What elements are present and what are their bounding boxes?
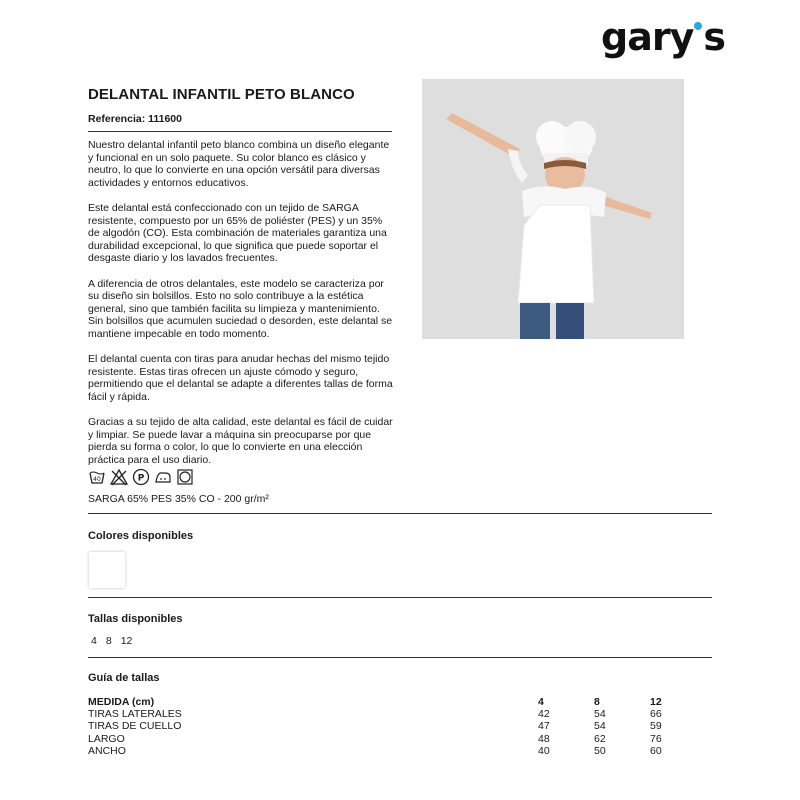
- brand-logo-suffix: s: [703, 15, 725, 59]
- composition-text: SARGA 65% PES 35% CO - 200 gr/m²: [88, 493, 269, 505]
- colors-heading: Colores disponibles: [88, 530, 194, 542]
- product-reference: Referencia: 111600: [88, 113, 182, 125]
- table-cell: 47: [538, 720, 550, 733]
- wash-40-icon: [88, 468, 106, 486]
- table-row: [88, 745, 708, 757]
- divider: [88, 131, 392, 132]
- color-swatch-blanco[interactable]: [89, 552, 125, 588]
- brand-logo-dot: [694, 22, 702, 30]
- tumble-dry-icon: [176, 468, 194, 486]
- product-description: [88, 139, 393, 479]
- care-symbols: [88, 468, 194, 486]
- divider: [88, 657, 712, 658]
- table-cell: 54: [594, 720, 606, 733]
- table-cell: 62: [594, 732, 606, 745]
- size-list: [91, 635, 132, 647]
- row-label: LARGO: [88, 732, 125, 745]
- table-cell: 48: [538, 732, 550, 745]
- table-header-row: [88, 696, 708, 708]
- description-paragraph: Gracias a su tejido de alta calidad, este delantal es fácil de cuidar y limpiar. Se puede lavar a máquina sin preocuparse por que pierda su forma o color, lo que lo convierte en una elección práctica para el uso diario.: [88, 416, 393, 466]
- dry-clean-p-icon: [132, 468, 150, 486]
- iron-medium-icon: [154, 468, 172, 486]
- size-option[interactable]: 8: [105, 635, 112, 647]
- header-cell: 12: [650, 696, 662, 708]
- dry-clean-letter: P: [137, 473, 145, 484]
- table-cell: 60: [650, 744, 662, 757]
- child-chef-illustration: [422, 79, 684, 339]
- table-cell: 59: [650, 720, 662, 733]
- table-row: [88, 733, 708, 745]
- wash-temp: 40: [93, 476, 101, 483]
- description-paragraph: A diferencia de otros delantales, este modelo se caracteriza por su diseño sin bolsillos. Esto no solo contribuye a la estética general, sino que también facilita su limpieza y mantenimiento. Sin bolsillos que acumulen suciedad o desorden, este delantal se mantiene impecable en todo momento.: [88, 277, 393, 340]
- sizes-heading: Tallas disponibles: [88, 613, 183, 625]
- header-cell: 4: [538, 696, 544, 708]
- description-paragraph: Nuestro delantal infantil peto blanco combina un diseño elegante y funcional en un solo paquete. Su color blanco es clásico y neutro, lo que lo convierte en una opción versátil para diversas actividades y entornos educativos.: [88, 139, 390, 189]
- table-cell: 42: [538, 708, 550, 721]
- header-cell: MEDIDA (cm): [88, 696, 155, 708]
- table-cell: 54: [594, 708, 606, 721]
- table-row: [88, 720, 708, 732]
- divider: [88, 597, 712, 598]
- row-label: TIRAS LATERALES: [88, 708, 182, 721]
- size-option[interactable]: 12: [120, 635, 133, 647]
- table-cell: 50: [594, 744, 606, 757]
- table-row: [88, 708, 708, 720]
- size-guide-heading: Guía de tallas: [88, 672, 160, 684]
- product-title: DELANTAL INFANTIL PETO BLANCO: [88, 86, 355, 103]
- table-cell: 40: [538, 744, 550, 757]
- size-guide-table: [88, 696, 708, 757]
- row-label: TIRAS DE CUELLO: [88, 720, 182, 733]
- table-cell: 76: [650, 732, 662, 745]
- product-image: [422, 79, 684, 339]
- size-option[interactable]: 4: [91, 635, 97, 647]
- description-paragraph: Este delantal está confeccionado con un tejido de SARGA resistente, compuesto por un 65% de poliéster (PES) y un 35% de algodón (CO). Esta combinación de materiales garantiza una durabilidad excepcional, lo que significa que puede soportar el desgaste diario y los lavados frecuentes.: [88, 201, 387, 265]
- divider: [88, 513, 712, 514]
- header-cell: 8: [594, 696, 600, 708]
- description-paragraph: El delantal cuenta con tiras para anudar hechas del mismo tejido resistente. Estas tiras ofrecen un ajuste cómodo y seguro, permitiendo que el delantal se adapte a diferentes tallas de forma fácil y rápida.: [88, 353, 393, 403]
- no-bleach-icon: [110, 468, 128, 486]
- row-label: ANCHO: [88, 744, 126, 757]
- table-cell: 66: [650, 708, 662, 721]
- brand-logo[interactable]: [601, 14, 725, 60]
- brand-logo-text: gary: [601, 15, 694, 59]
